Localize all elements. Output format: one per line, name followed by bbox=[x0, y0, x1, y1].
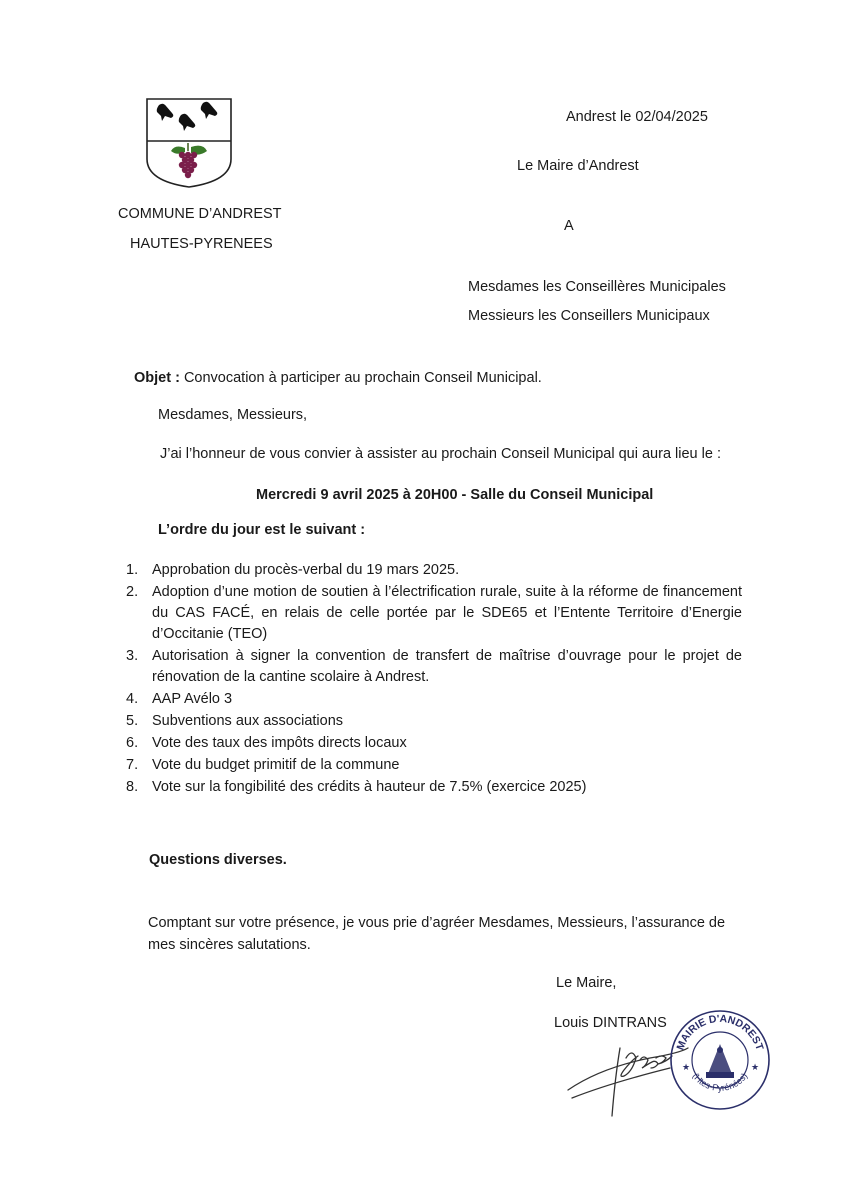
sender: Le Maire d’Andrest bbox=[517, 158, 639, 174]
recipient-line-2: Messieurs les Conseillers Municipaux bbox=[468, 308, 710, 324]
signoff-name: Louis DINTRANS bbox=[554, 1015, 667, 1031]
list-item: 6. Vote des taux des impôts directs locaux bbox=[126, 735, 407, 751]
commune-name: COMMUNE D’ANDREST bbox=[118, 206, 282, 222]
list-item: 3. Autorisation à signer la convention de transfert de maîtrise d’ouvrage pour le projet de rénovation de la cantine scolaire à Andrest. bbox=[126, 648, 742, 685]
salutation: Mesdames, Messieurs, bbox=[158, 407, 308, 423]
meeting-details: Mercredi 9 avril 2025 à 20H00 - Salle du Conseil Municipal bbox=[256, 487, 654, 503]
department-name: HAUTES-PYRENEES bbox=[130, 236, 273, 252]
stamp-top-text: MAIRIE D'ANDREST bbox=[674, 1012, 766, 1052]
stamp-bottom-text: (Htes-Pyrénées) bbox=[690, 1071, 750, 1093]
svg-text:★: ★ bbox=[682, 1063, 691, 1073]
stamp-icon bbox=[668, 1008, 772, 1112]
subject-line bbox=[134, 370, 542, 386]
to-label: A bbox=[564, 218, 574, 234]
list-item: 1. Approbation du procès-verbal du 19 mars 2025. bbox=[126, 562, 460, 578]
subject-label: Objet : bbox=[134, 370, 180, 386]
date-line: Andrest le 02/04/2025 bbox=[566, 109, 708, 125]
coat-of-arms-icon bbox=[145, 97, 233, 189]
agenda-list bbox=[126, 560, 742, 799]
closing-paragraph: Comptant sur votre présence, je vous prie d’agréer Mesdames, Messieurs, l’assurance de mes sincères salutations. bbox=[148, 915, 726, 953]
list-item: 7. Vote du budget primitif de la commune bbox=[126, 757, 400, 773]
signoff-title: Le Maire, bbox=[556, 975, 617, 991]
intro-text: J’ai l’honneur de vous convier à assister au prochain Conseil Municipal qui aura lieu le : bbox=[160, 446, 721, 462]
svg-text:★: ★ bbox=[751, 1063, 760, 1073]
questions-heading: Questions diverses. bbox=[149, 852, 287, 868]
subject-text: Convocation à participer au prochain Conseil Municipal. bbox=[183, 370, 542, 386]
list-item: 4. AAP Avélo 3 bbox=[126, 691, 233, 707]
agenda-heading: L’ordre du jour est le suivant : bbox=[158, 522, 366, 538]
list-item: 5. Subventions aux associations bbox=[126, 713, 344, 729]
list-item: 8. Vote sur la fongibilité des crédits à hauteur de 7.5% (exercice 2025) bbox=[126, 779, 587, 795]
recipient-line-1: Mesdames les Conseillères Municipales bbox=[468, 279, 726, 295]
list-item: 2. Adoption d’une motion de soutien à l’électrification rurale, suite à la réforme de financement du CAS FACÉ, en relais de celle portée par le SDE65 et l’Entente Territoire d’Energie d’Occitanie (TEO) bbox=[126, 584, 742, 642]
